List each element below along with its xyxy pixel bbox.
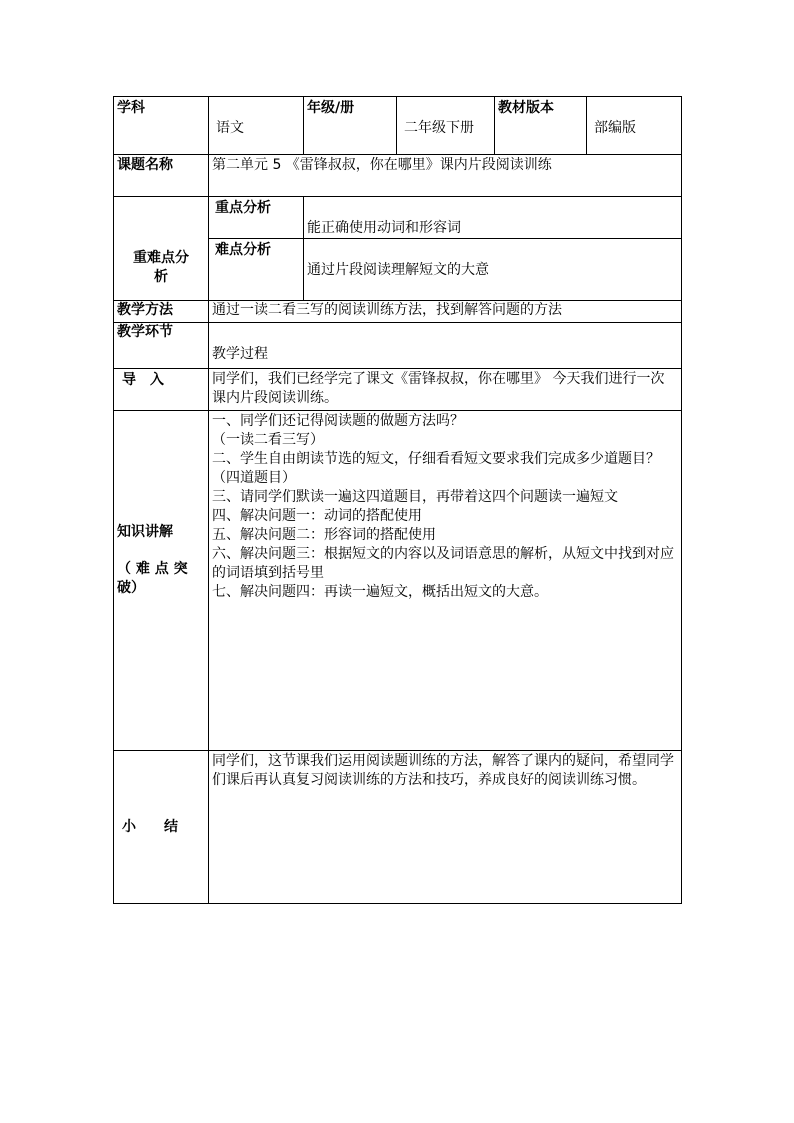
focus-label: 重难点分 析 <box>114 197 209 301</box>
process-row <box>114 323 682 369</box>
key-point-label: 重点分析 <box>209 197 304 239</box>
knowledge-line: 二、学生自由朗读节选的短文，仔细看看短文要求我们完成多少道题目？ <box>212 451 660 467</box>
knowledge-line: 三、请同学们默读一遍这四道题目，再带着这四个问题读一遍短文 <box>212 489 618 505</box>
knowledge-line: 四、解决问题一：动词的搭配使用 <box>212 508 422 524</box>
knowledge-row <box>114 411 682 751</box>
process-value: 教学过程 <box>209 323 682 369</box>
method-label: 教学方法 <box>114 301 209 323</box>
topic-row <box>114 155 682 197</box>
knowledge-content <box>209 411 682 751</box>
knowledge-line: 七、解决问题四：再读一遍短文，概括出短文的大意。 <box>212 584 548 600</box>
grade-label: 年级/册 <box>304 97 397 155</box>
topic-value: 第二单元 5 《雷锋叔叔，你在哪里》课内片段阅读训练 <box>209 155 682 197</box>
summary-label: 小 结 <box>114 751 209 904</box>
subject-label: 学科 <box>114 97 209 155</box>
edition-value: 部编版 <box>587 97 682 155</box>
knowledge-line: 六、解决问题三：根据短文的内容以及词语意思的解析，从短文中找到对应的词语填到括号里 <box>212 546 674 581</box>
summary-text: 同学们，这节课我们运用阅读题训练的方法，解答了课内的疑问，希望同学们课后再认真复习阅读训练的方法和技巧，养成良好的阅读训练习惯。 <box>209 751 682 904</box>
intro-label: 导 入 <box>114 369 209 411</box>
subject-value: 语文 <box>209 97 304 155</box>
topic-label: 课题名称 <box>114 155 209 197</box>
intro-row <box>114 369 682 411</box>
summary-row <box>114 751 682 904</box>
edition-label: 教材版本 <box>495 97 587 155</box>
knowledge-line: 一、同学们还记得阅读题的做题方法吗？ <box>212 413 464 429</box>
method-value: 通过一读二看三写的阅读训练方法，找到解答问题的方法 <box>209 301 682 323</box>
grade-value: 二年级下册 <box>397 97 495 155</box>
knowledge-line: （四道题目） <box>212 470 296 486</box>
difficult-point-value: 通过片段阅读理解短文的大意 <box>304 239 682 301</box>
difficult-point-label: 难点分析 <box>209 239 304 301</box>
intro-text: 同学们，我们已经学完了课文《雷锋叔叔，你在哪里》 今天我们进行一次课内片段阅读训练。 <box>209 369 682 411</box>
key-point-value: 能正确使用动词和形容词 <box>304 197 682 239</box>
key-point-row <box>114 197 682 239</box>
method-row <box>114 301 682 323</box>
knowledge-label: 知识讲解 （ 难 点 突 破） <box>114 411 209 751</box>
knowledge-line: （一读二看三写） <box>212 432 324 448</box>
header-row <box>114 97 682 155</box>
process-label: 教学环节 <box>114 323 209 369</box>
knowledge-line: 五、解决问题二：形容词的搭配使用 <box>212 527 436 543</box>
lesson-plan-table <box>113 96 682 904</box>
